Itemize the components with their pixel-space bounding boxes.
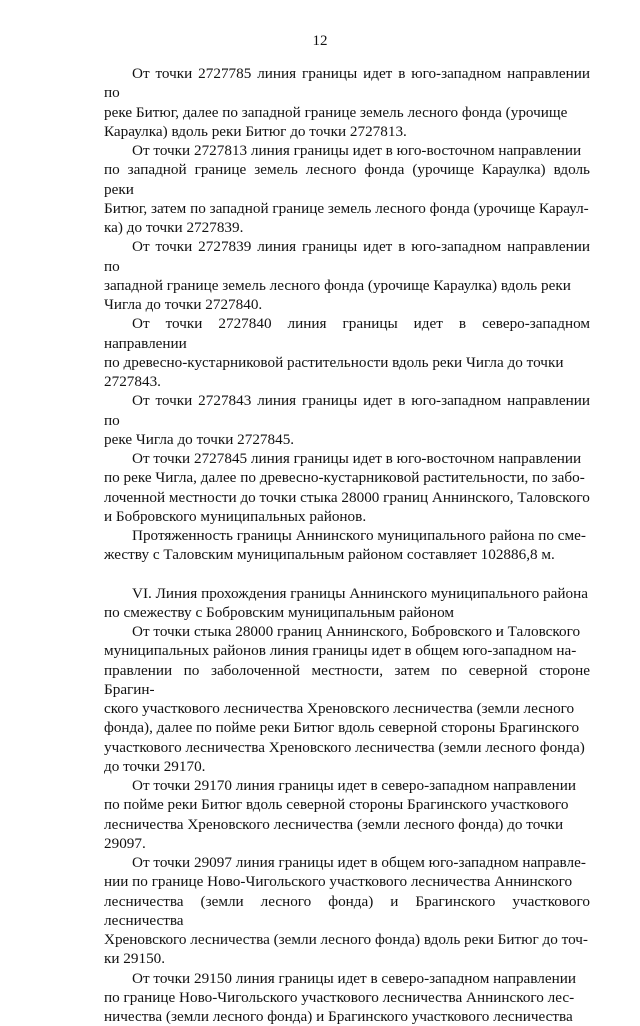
paragraph-point-28000: От точки стыка 28000 границ Аннинского, Бобровского и Таловского муниципальных районов линия границы идет в общем юго-западном на- правлении по заболоченной местности, затем по северной стороне Брагин- ского участкового лесничества Хреновского лесничества (земли лесного фонда), далее по пойме реки Битюг вдоль северной стороны Брагинского участкового лесничества Хреновского лесничества (земли лесного фонда) до точки 29170. xyxy=(104,622,590,776)
document-body xyxy=(104,64,590,1026)
paragraph-point-2727840: От точки 2727840 линия границы идет в северо-западном направлении по древесно-кустарниковой растительности вдоль реки Чигла до точки 2727843. xyxy=(104,314,590,391)
paragraph-border-length: Протяженность границы Аннинского муниципального района по сме- жеству с Таловским муниципальным районом составляет 102886,8 м. xyxy=(104,526,590,565)
paragraph-point-29170: От точки 29170 линия границы идет в северо-западном направлении по пойме реки Битюг вдоль северной стороны Брагинского участкового лесничества Хреновского лесничества (земли лесного фонда) до точки 29097. xyxy=(104,776,590,853)
section-spacer xyxy=(104,565,590,584)
paragraph-point-29150: От точки 29150 линия границы идет в северо-западном направлении по границе Ново-Чигольского участкового лесничества Аннинского лес- ничества (земли лесного фонда) и Брагинского участкового лесничества xyxy=(104,969,590,1026)
paragraph-point-2727813: От точки 2727813 линия границы идет в юго-восточном направлении по западной границе земель лесного фонда (урочище Караулка) вдоль реки Битюг, затем по западной границе земель лесного фонда (урочище Караул- ка) до точки 2727839. xyxy=(104,141,590,237)
page-number: 12 xyxy=(0,32,640,50)
paragraph-point-2727839: От точки 2727839 линия границы идет в юго-западном направлении по западной границе земель лесного фонда (урочище Караулка) вдоль реки Чигла до точки 2727840. xyxy=(104,237,590,314)
paragraph-point-29097: От точки 29097 линия границы идет в общем юго-западном направле- нии по границе Ново-Чигольского участкового лесничества Аннинского лесничества (земли лесного фонда) и Брагинского участкового лесничества Хреновского лесничества (земли лесного фонда) вдоль реки Битюг до точ- ки 29150. xyxy=(104,853,590,969)
section-heading-vi: VI. Линия прохождения границы Аннинского муниципального района по смежеству с Бобровским муниципальным районом xyxy=(104,584,590,623)
paragraph-point-2727785: От точки 2727785 линия границы идет в юго-западном направлении по реке Битюг, далее по западной границе земель лесного фонда (урочище Караулка) вдоль реки Битюг до точки 2727813. xyxy=(104,64,590,141)
paragraph-point-2727845: От точки 2727845 линия границы идет в юго-восточном направлении по реке Чигла, далее по древесно-кустарниковой растительности, по забо- лоченной местности до точки стыка 28000 границ Аннинского, Таловского и Бобровского муниципальных районов. xyxy=(104,449,590,526)
paragraph-point-2727843: От точки 2727843 линия границы идет в юго-западном направлении по реке Чигла до точки 2727845. xyxy=(104,391,590,449)
